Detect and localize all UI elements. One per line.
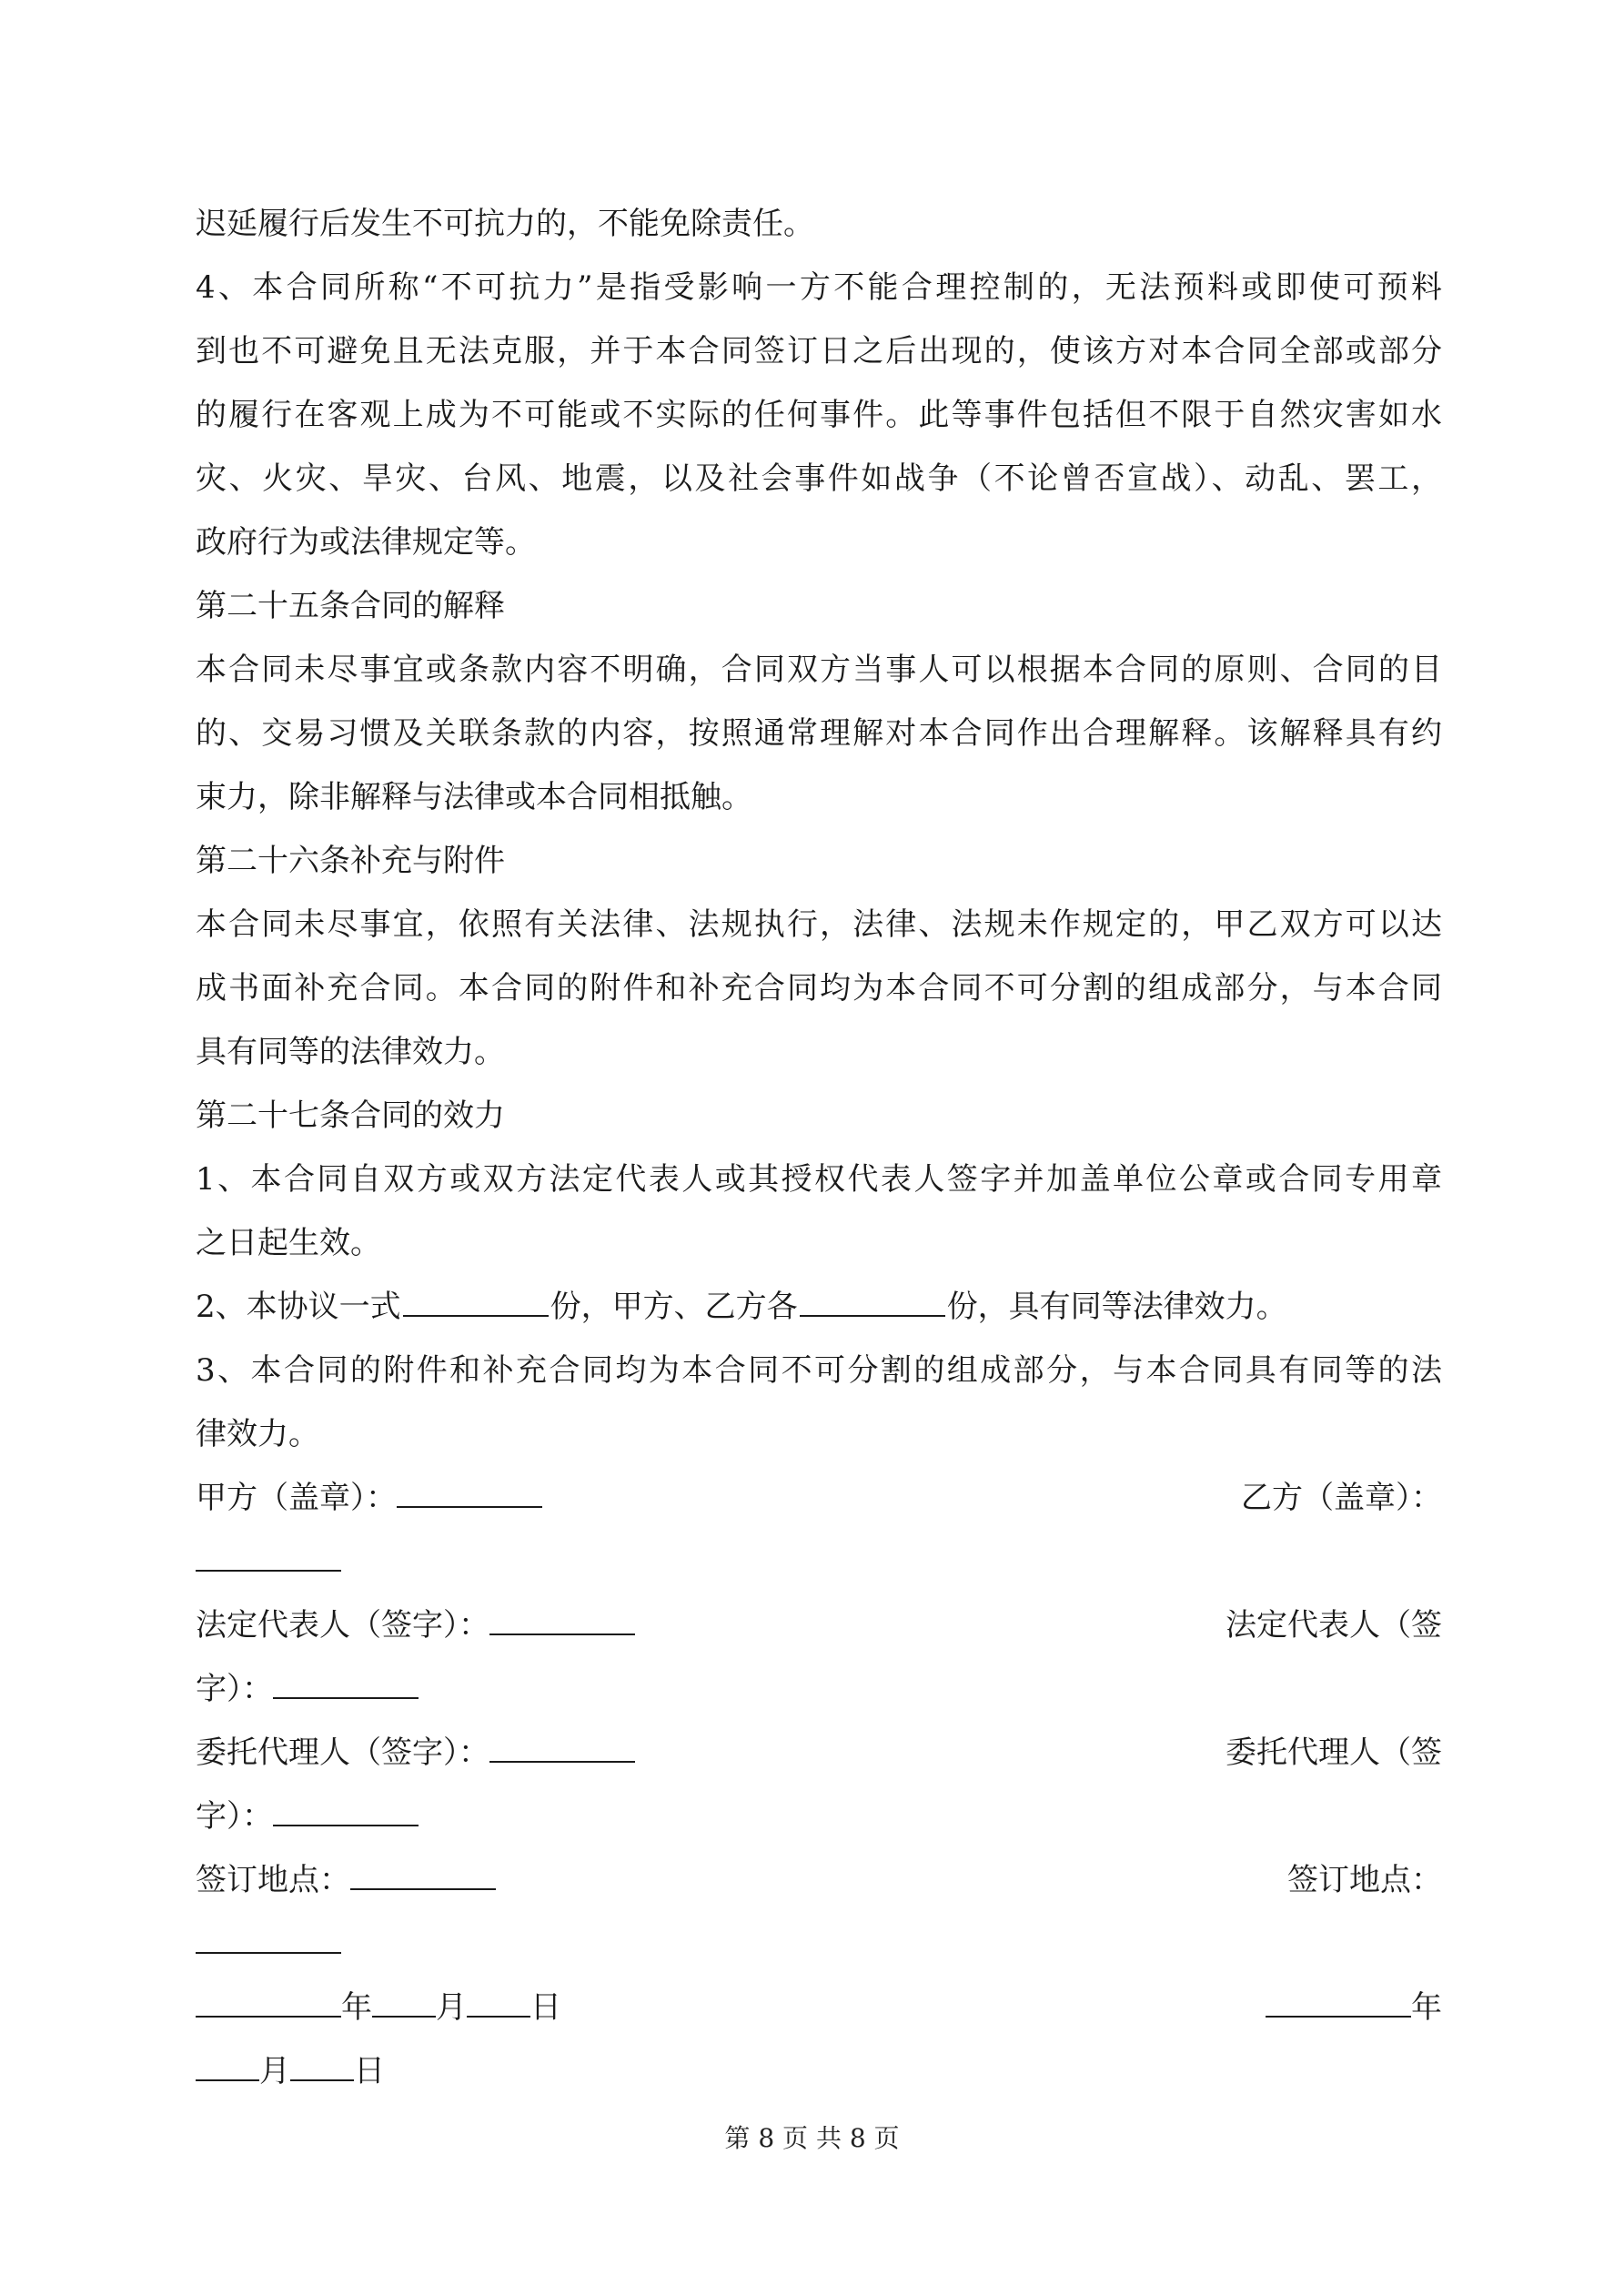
paragraph-line: 3、本合同的附件和补充合同均为本合同不可分割的组成部分，与本合同具有同等的法 [196,1352,1442,1389]
paragraph-line: 灾、火灾、旱灾、台风、地震，以及社会事件如战争（不论曾否宣战）、动乱、罢工， [196,460,1442,497]
date-b-year-blank[interactable] [1266,1990,1411,2018]
legal-rep-a [196,1593,635,1657]
party-a-seal-label: 甲方（盖章）： [196,1480,397,1516]
agent-b-label: 委托代理人（签 [1226,1735,1442,1771]
date-b-day-blank[interactable] [290,2054,354,2081]
legal-rep-b-continuation [196,1657,1442,1721]
paragraph-line: 成书面补充合同。本合同的附件和补充合同均为本合同不可分割的组成部分，与本合同 [196,970,1442,1006]
legal-rep-a-label: 法定代表人（签字）： [196,1607,489,1644]
date-row [196,1976,1442,2039]
seal-row [196,1466,1442,1530]
date-b-continuation [196,2039,1442,2103]
date-a-month-blank[interactable] [372,1990,436,2018]
place-a [196,1848,496,1912]
agent-row [196,1721,1442,1785]
copies-clause [196,1275,1442,1339]
party-b-seal-label: 乙方（盖章）： [1241,1480,1442,1516]
date-a-month-label: 月 [436,1989,467,2026]
date-a-year-blank[interactable] [196,1990,341,2018]
place-row [196,1848,1442,1912]
agent-a-blank[interactable] [489,1735,635,1763]
copies-text-3: 份，具有同等法律效力。 [946,1289,1287,1325]
place-a-label: 签订地点： [196,1862,350,1898]
place-b-continuation [196,1912,1442,1976]
paragraph-line: 本合同未尽事宜或条款内容不明确，合同双方当事人可以根据本合同的原则、合同的目 [196,652,1442,688]
paragraph-line: 迟延履行后发生不可抗力的，不能免除责任。 [196,206,814,242]
date-b-month-blank[interactable] [196,2054,259,2081]
section-heading-26: 第二十六条补充与附件 [196,843,505,879]
paragraph-line: 的、交易习惯及关联条款的内容，按照通常理解对本合同作出合理解释。该解释具有约 [196,715,1442,752]
copies-text-1: 2、本协议一式 [196,1289,401,1325]
date-b-day-label: 日 [354,2053,385,2089]
paragraph-line: 的履行在客观上成为不可能或不实际的任何事件。此等事件包括但不限于自然灾害如水 [196,397,1442,433]
agent-a [196,1721,635,1785]
date-b [1266,1976,1442,2039]
paragraph-line: 律效力。 [196,1416,319,1452]
page-footer: 第 8 页 共 8 页 [724,2123,900,2153]
party-b-seal-blank[interactable] [196,1544,341,1572]
paragraph-line: 1、本合同自双方或双方法定代表人或其授权代表人签字并加盖单位公章或合同专用章 [196,1161,1442,1198]
date-a-day-label: 日 [530,1989,561,2026]
place-b-label: 签订地点： [1287,1862,1442,1898]
agent-b-continuation [196,1785,1442,1848]
copies-text-2: 份，甲方、乙方各 [550,1289,798,1325]
party-a-seal-blank[interactable] [397,1481,542,1508]
section-heading-25: 第二十五条合同的解释 [196,588,505,624]
paragraph-line: 4、本合同所称“不可抗力”是指受影响一方不能合理控制的，无法预料或即使可预料 [196,269,1442,306]
agent-a-label: 委托代理人（签字）： [196,1735,489,1771]
copies-each-blank[interactable] [800,1290,945,1317]
party-a-seal [196,1466,542,1530]
paragraph-line: 之日起生效。 [196,1225,381,1261]
paragraph-line: 本合同未尽事宜，依照有关法律、法规执行，法律、法规未作规定的，甲乙双方可以达 [196,906,1442,943]
date-a [196,1976,561,2039]
legal-rep-row [196,1593,1442,1657]
date-a-year-label: 年 [341,1989,372,2026]
agent-b-blank[interactable] [273,1799,419,1826]
paragraph-line: 束力，除非解释与法律或本合同相抵触。 [196,779,752,815]
legal-rep-b-blank[interactable] [273,1672,419,1699]
place-b-blank[interactable] [196,1927,341,1954]
legal-rep-a-blank[interactable] [489,1608,635,1635]
paragraph-line: 政府行为或法律规定等。 [196,524,536,561]
contract-body [196,192,1442,2103]
copies-total-blank[interactable] [403,1290,549,1317]
place-a-blank[interactable] [350,1863,496,1890]
party-b-seal-continuation [196,1530,1442,1593]
agent-b-label-cont: 字）： [196,1798,273,1835]
section-heading-27: 第二十七条合同的效力 [196,1097,505,1134]
date-b-month-label: 月 [259,2053,290,2089]
date-b-year-label: 年 [1411,1989,1442,2026]
date-a-day-blank[interactable] [467,1990,530,2018]
legal-rep-b-label: 法定代表人（签 [1226,1607,1442,1644]
legal-rep-b-label-cont: 字）： [196,1671,273,1707]
paragraph-line: 具有同等的法律效力。 [196,1034,505,1070]
paragraph-line: 到也不可避免且无法克服，并于本合同签订日之后出现的，使该方对本合同全部或部分 [196,333,1442,369]
